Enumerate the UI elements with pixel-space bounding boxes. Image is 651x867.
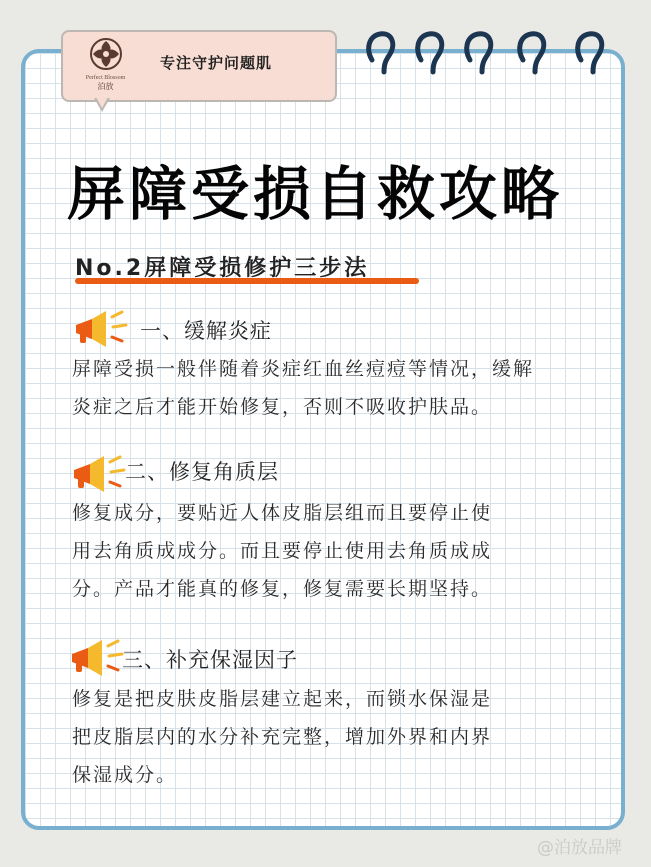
binder-ring-icon bbox=[515, 28, 550, 90]
megaphone-icon bbox=[70, 452, 130, 494]
megaphone-icon bbox=[68, 636, 128, 678]
watermark-text: @泊放品牌 bbox=[537, 838, 622, 858]
binder-ring-icon bbox=[573, 28, 608, 90]
brand-tagline: 专注守护问题肌 bbox=[160, 54, 273, 72]
megaphone-icon bbox=[72, 307, 132, 349]
section-heading: 三、补充保湿因子 bbox=[122, 648, 298, 672]
section-heading: 二、修复角质层 bbox=[125, 460, 279, 484]
page-subtitle: No.2屏障受损修护三步法 bbox=[75, 256, 370, 281]
body-line: 炎症之后才能开始修复，否则不吸收护肤品。 bbox=[72, 396, 493, 418]
body-line: 修复成分，要贴近人体皮脂层组而且要停止使 bbox=[72, 502, 493, 524]
logo-english-name: Perfect Blossom bbox=[85, 75, 126, 81]
logo-chinese-name: 泊放 bbox=[97, 82, 114, 91]
binder-ring-icon bbox=[462, 28, 497, 90]
section-body bbox=[72, 494, 606, 608]
binder-ring-icon bbox=[413, 28, 448, 90]
binder-ring-icon bbox=[364, 28, 399, 90]
page-title: 屏障受损自救攻略 bbox=[67, 160, 564, 228]
body-line: 保湿成分。 bbox=[72, 764, 178, 786]
body-line: 修复是把皮肤皮脂层建立起来，而锁水保湿是 bbox=[72, 688, 493, 710]
flower-logo-icon bbox=[88, 36, 124, 72]
section-body bbox=[72, 350, 606, 426]
body-line: 分。产品才能真的修复，修复需要长期坚持。 bbox=[72, 578, 493, 600]
subtitle-block bbox=[75, 254, 369, 292]
body-line: 屏障受损一般伴随着炎症红血丝痘痘等情况，缓解 bbox=[72, 358, 535, 380]
body-line: 把皮脂层内的水分补充完整，增加外界和内界 bbox=[72, 726, 493, 748]
body-line: 用去角质成成分。而且要停止使用去角质成成 bbox=[72, 540, 493, 562]
brand-logo bbox=[78, 36, 133, 96]
section-body bbox=[72, 680, 606, 794]
bubble-tail-inner bbox=[96, 97, 108, 108]
section-heading: 一、缓解炎症 bbox=[140, 319, 272, 343]
